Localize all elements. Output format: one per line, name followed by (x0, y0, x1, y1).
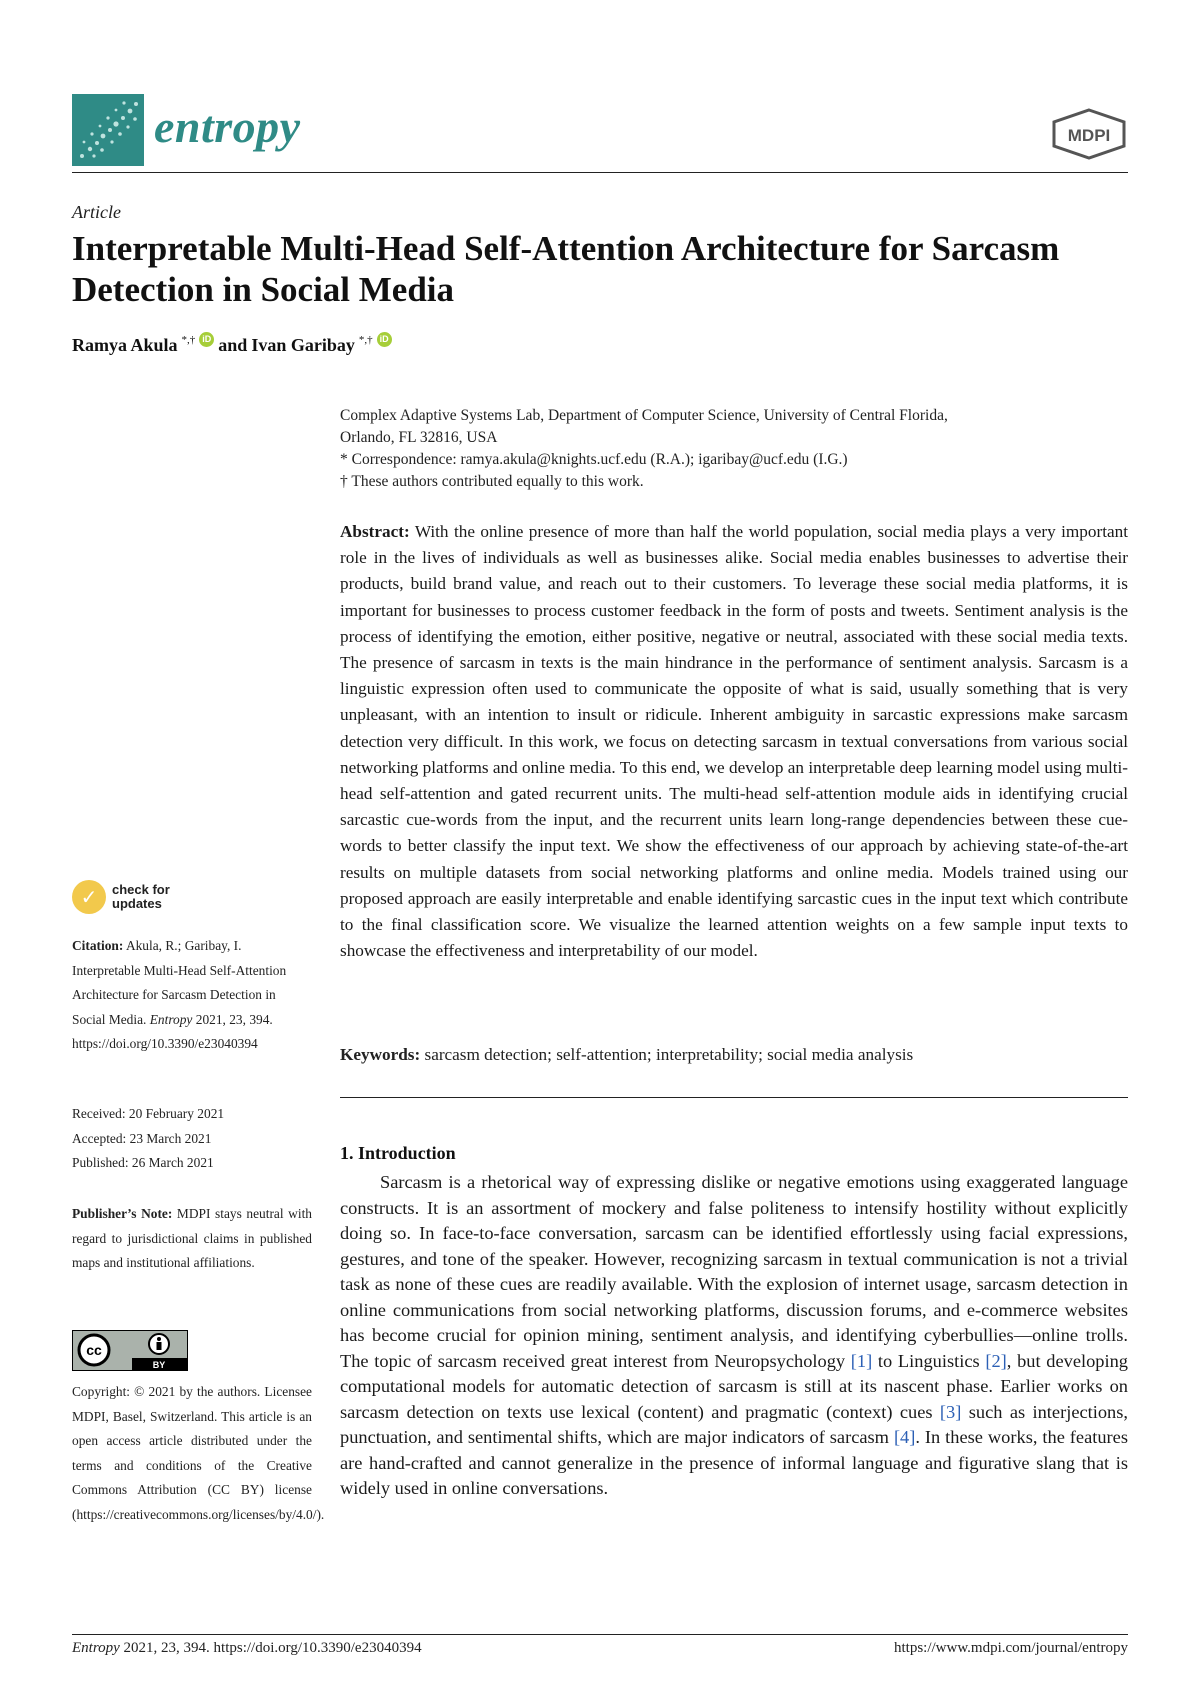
author-marks: *,† (358, 333, 373, 346)
abstract (340, 519, 1128, 964)
cc-by-license-icon[interactable] (72, 1330, 188, 1371)
citation-block (72, 934, 312, 1057)
citation-text: Akula, R.; Garibay, I. Interpretable Multi-Head Self-Attention Architecture for Sarcasm Detection in Social Media. (72, 938, 287, 1027)
citation-doi[interactable]: 2021, 23, 394. https://doi.org/10.3390/e23040394 (72, 1011, 273, 1052)
abstract-text: With the online presence of more than half the world population, social media plays a very important role in the lives of individuals as well as businesses alike. Social media enables businesses to advertise their products, build brand value, and reach out to their customers. To leverage these social media platforms, it is important for businesses to process customer feedback in the form of posts and tweets. Sentiment analysis is the process of identifying the emotion, either positive, negative or neutral, associated with these social media texts. The presence of sarcasm in texts is the main hindrance in the performance of sentiment analysis. Sarcasm is a linguistic expression often used to communicate the opposite of what is said, usually something that is very unpleasant, with an intention to insult or ridicule. Inherent ambiguity in sarcastic expressions make sarcasm detection very difficult. In this work, we focus on detecting sarcasm in textual conversations from various social networking platforms and online media. To this end, we develop an interpretable deep learning model using multi-head self-attention and gated recurrent units. The multi-head self-attention module aids in identifying crucial sarcastic cue-words from the input, and the recurrent units learn long-range dependencies between these cue-words to better classify the input text. We show the effectiveness of our approach by achieving state-of-the-art results on multiple datasets from social networking platforms and online media. Models trained using our proposed approach are easily interpretable and enable identifying sarcastic cues in the input text which contribute to the final classification score. We visualize the learned attention weights on a few sample input texts to showcase the effectiveness and interpretability of our model. (340, 522, 1128, 961)
check-for-updates[interactable] (72, 880, 170, 914)
footer-doi[interactable]: 2021, 23, 394. https://doi.org/10.3390/e23040394 (123, 1640, 422, 1656)
by-label: BY (152, 1360, 166, 1370)
check-for-updates-label (112, 883, 170, 911)
journal-logo-icon (72, 94, 144, 166)
citation-label: Citation: (72, 938, 124, 953)
mdpi-logo-icon (1050, 108, 1128, 160)
publisher-note (72, 1202, 312, 1276)
citation-link[interactable]: [3] (939, 1401, 962, 1422)
citation-journal: Entropy (149, 1011, 193, 1027)
intro-text: , but developing computational models for automatic detection of sarcasm is still at its nascent phase. Earlier works on sarcasm detection on texts use lexical (content) and pragmatic (context) cues (340, 1350, 1128, 1422)
abstract-label: Abstract: (340, 522, 410, 541)
journal-name: entropy (154, 101, 301, 152)
keywords-rule (340, 1097, 1128, 1098)
affiliation-block (340, 405, 1128, 493)
author-name: Ivan Garibay (251, 335, 355, 355)
check-line: updates (112, 896, 162, 911)
correspondence: * Correspondence: ramya.akula@knights.ucf.edu (R.A.); igaribay@ucf.edu (I.G.) (340, 451, 848, 468)
orcid-icon[interactable]: iD (377, 332, 392, 347)
intro-text: . In these works, the features are hand-crafted and cannot generalize in the presence of informal language and figurative slang that is widely used in online conversations. (340, 1427, 1128, 1498)
article-type: Article (72, 202, 121, 222)
section-heading: 1. Introduction (340, 1143, 456, 1163)
citation-link[interactable]: [1] (850, 1350, 873, 1371)
author-marks: *,† (181, 333, 196, 346)
dates-block (72, 1102, 312, 1176)
published-date: Published: 26 March 2021 (72, 1155, 214, 1171)
orcid-icon[interactable]: iD (199, 332, 214, 347)
publisher-note-text: MDPI stays neutral with regard to jurisdictional claims in published maps and institutional affiliations. (72, 1206, 312, 1271)
author-name: Ramya Akula (72, 335, 178, 355)
copyright-block: Copyright: © 2021 by the authors. Licensee MDPI, Basel, Switzerland. This article is an open access article distributed under the terms and conditions of the Creative Commons Attribution (CC BY) license (https://creativecommons.org/licenses/by/4.0/). (72, 1384, 325, 1522)
received-date: Received: 20 February 2021 (72, 1106, 225, 1121)
accepted-date: Accepted: 23 March 2021 (72, 1130, 212, 1146)
author-line (72, 335, 392, 356)
equal-contribution-note: † These authors contributed equally to this work. (340, 473, 644, 490)
intro-text: to Linguistics (872, 1350, 986, 1371)
citation-link[interactable]: [2] (985, 1350, 1007, 1371)
cc-label: cc (86, 1342, 102, 1358)
affiliation-line: Orlando, FL 32816, USA (340, 429, 498, 446)
keywords-text: sarcasm detection; self-attention; interpretability; social media analysis (424, 1045, 914, 1064)
intro-text: such as interjections, punctuation, and sentimental shifts, which are major indicators of sarcasm (340, 1401, 1129, 1447)
checkmark-icon: ✓ (72, 880, 106, 914)
mdpi-label: MDPI (1067, 126, 1111, 145)
footer-rule (72, 1634, 1128, 1635)
citation-link[interactable]: [4] (893, 1427, 916, 1447)
keywords (340, 1042, 1128, 1068)
author-conjunction: and (218, 335, 248, 355)
footer-url[interactable]: https://www.mdpi.com/journal/entropy (893, 1640, 1128, 1656)
paper-title: Interpretable Multi-Head Self-Attention Architecture for Sarcasm Detection in Social Media (72, 229, 1060, 309)
footer-journal: Entropy (72, 1640, 120, 1656)
keywords-label: Keywords: (340, 1045, 421, 1064)
check-line: check for (112, 882, 170, 897)
footer-citation (72, 1640, 422, 1657)
intro-paragraph (340, 1170, 1128, 1502)
publisher-note-label: Publisher’s Note: (72, 1206, 173, 1221)
header-rule (72, 172, 1128, 173)
affiliation-line: Complex Adaptive Systems Lab, Department of Computer Science, University of Central Florida, (340, 407, 948, 424)
intro-text: Sarcasm is a rhetorical way of expressing dislike or negative emotions using exaggerated language constructs. It is an assortment of mockery and false politeness to intensify hostility without explicitly doing so. In face-to-face conversation, sarcasm can be identified effortlessly using facial expressions, gestures, and tone of the speaker. However, recognizing sarcasm in textual communication is not a trivial task as none of these cues are readily available. With the explosion of internet usage, sarcasm detection in online communications from social networking platforms, discussion forums, and e-commerce websites has become crucial for opinion mining, sentiment analysis, and identifying cyberbullies—online trolls. The topic of sarcasm received great interest from Neuropsychology (340, 1172, 1128, 1371)
